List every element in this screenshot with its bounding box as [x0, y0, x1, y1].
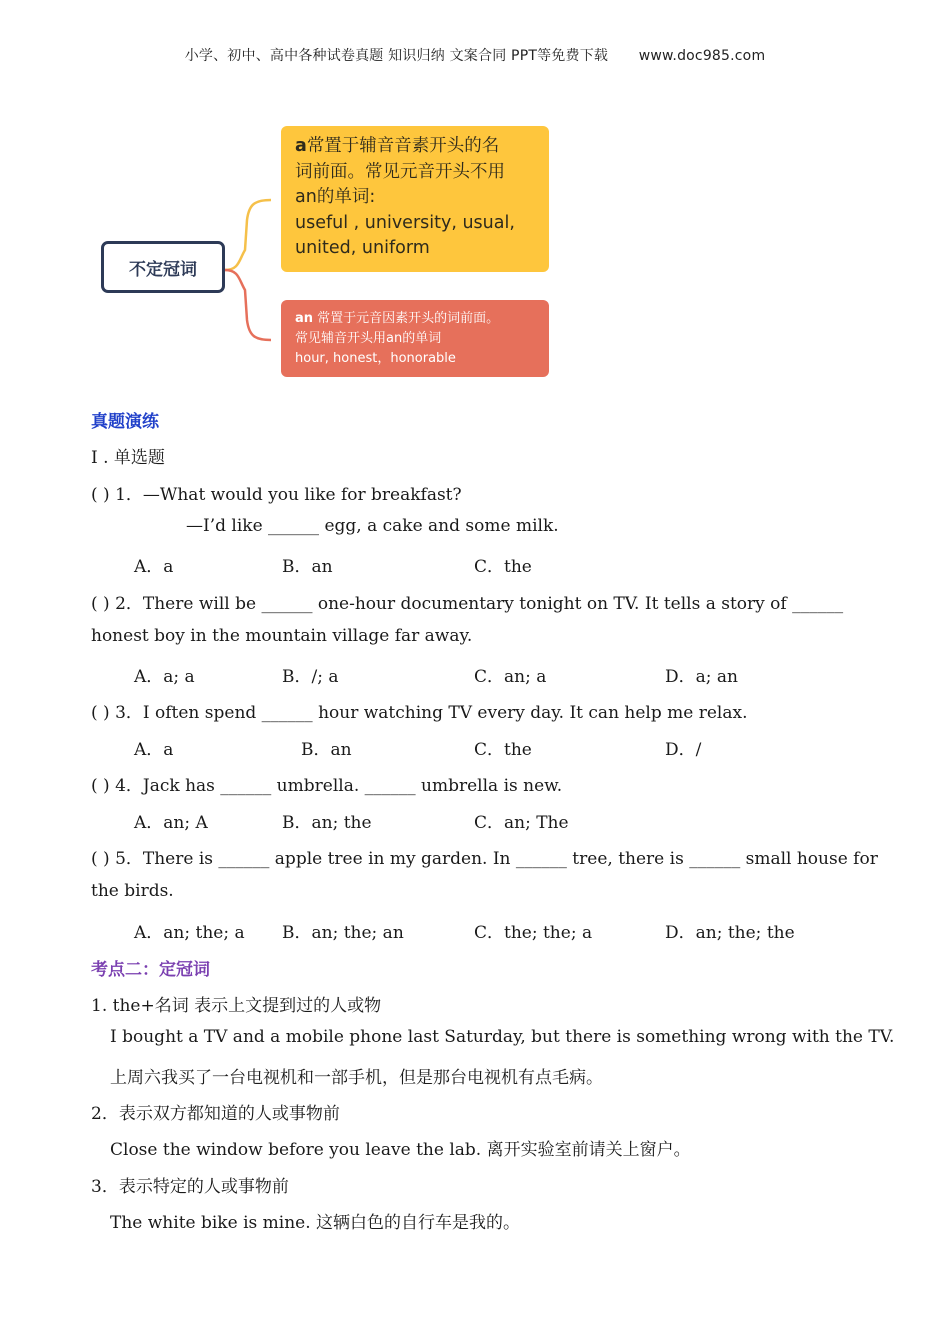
mindmap-branches: [225, 190, 285, 350]
mindmap-box-a: [281, 126, 549, 272]
q2-option-c: C．an; a: [474, 667, 547, 687]
page-header: [0, 45, 950, 65]
q2-cont: honest boy in the mountain village far away.: [91, 626, 473, 646]
mindmap-box-an: [281, 300, 549, 377]
q1-cont: —I’d like ______ egg, a cake and some milk.: [186, 516, 559, 536]
q1-option-b: B．an: [282, 557, 333, 577]
q2-option-a: A．a; a: [134, 667, 195, 687]
q3-option-d: D．/: [665, 740, 702, 760]
practice-title: 真题演练: [91, 412, 159, 432]
point2-title: 考点二：定冠词: [91, 960, 210, 980]
an-line-1: 常置于元音因素开头的词前面。: [313, 311, 500, 326]
q5-cont: the birds.: [91, 881, 174, 901]
q4-option-b: B．an; the: [282, 813, 372, 833]
a-line-5: united, uniform: [295, 238, 430, 258]
a-lead: a: [295, 136, 307, 156]
point2-item2-example: Close the window before you leave the lab. 离开实验室前请关上窗户。: [110, 1140, 691, 1160]
q5-stem: ( ) 5．There is ______ apple tree in my garden. In ______ tree, there is ______ small house for: [91, 849, 878, 869]
q5-option-b: B．an; the; an: [282, 923, 404, 943]
q1-option-c: C．the: [474, 557, 532, 577]
q2-option-d: D．a; an: [665, 667, 738, 687]
an-line-3: hour, honest，honorable: [295, 351, 456, 366]
q3-stem: ( ) 3．I often spend ______ hour watching TV every day. It can help me relax.: [91, 703, 748, 723]
q3-option-c: C．the: [474, 740, 532, 760]
q1-option-a: A．a: [134, 557, 174, 577]
header-site: www.doc985.com: [638, 48, 766, 64]
point2-item3-example: The white bike is mine. 这辆白色的自行车是我的。: [110, 1213, 521, 1233]
q5-option-a: A．an; the; a: [134, 923, 245, 943]
q2-stem: ( ) 2．There will be ______ one-hour documentary tonight on TV. It tells a story of ______: [91, 594, 844, 614]
q4-stem: ( ) 4．Jack has ______ umbrella. ______ umbrella is new.: [91, 776, 563, 796]
mindmap-root: 不定冠词: [101, 241, 225, 293]
point2-item2-head: 2．表示双方都知道的人或事物前: [91, 1104, 340, 1124]
q4-option-a: A．an; A: [134, 813, 208, 833]
q3-option-b: B．an: [301, 740, 352, 760]
point2-item1-head: 1. the+名词 表示上文提到过的人或物: [91, 996, 382, 1016]
point2-item1-example-en: I bought a TV and a mobile phone last Saturday, but there is something wrong with the TV.: [110, 1027, 895, 1047]
a-line-3: an的单词:: [295, 187, 376, 207]
a-line-1: 常置于辅音音素开头的名: [306, 136, 500, 156]
point2-item3-head: 3．表示特定的人或事物前: [91, 1177, 289, 1197]
a-line-4: useful , university, usual,: [295, 212, 515, 233]
point2-item1-example-cn: 上周六我买了一台电视机和一部手机，但是那台电视机有点毛病。: [110, 1068, 603, 1088]
q1-stem: ( ) 1．—What would you like for breakfast?: [91, 485, 462, 505]
an-lead: an: [295, 311, 314, 326]
q2-option-b: B．/; a: [282, 667, 339, 687]
q3-option-a: A．a: [134, 740, 174, 760]
q5-option-d: D．an; the; the: [665, 923, 795, 943]
q5-option-c: C．the; the; a: [474, 923, 593, 943]
an-line-2: 常见辅音开头用an的单词: [295, 331, 442, 346]
header-text: 小学、初中、高中各种试卷真题 知识归纳 文案合同 PPT等免费下载: [184, 48, 609, 64]
practice-part: I . 单选题: [91, 448, 165, 468]
q4-option-c: C．an; The: [474, 813, 569, 833]
a-line-2: 词前面。常见元音开头不用: [295, 161, 505, 182]
